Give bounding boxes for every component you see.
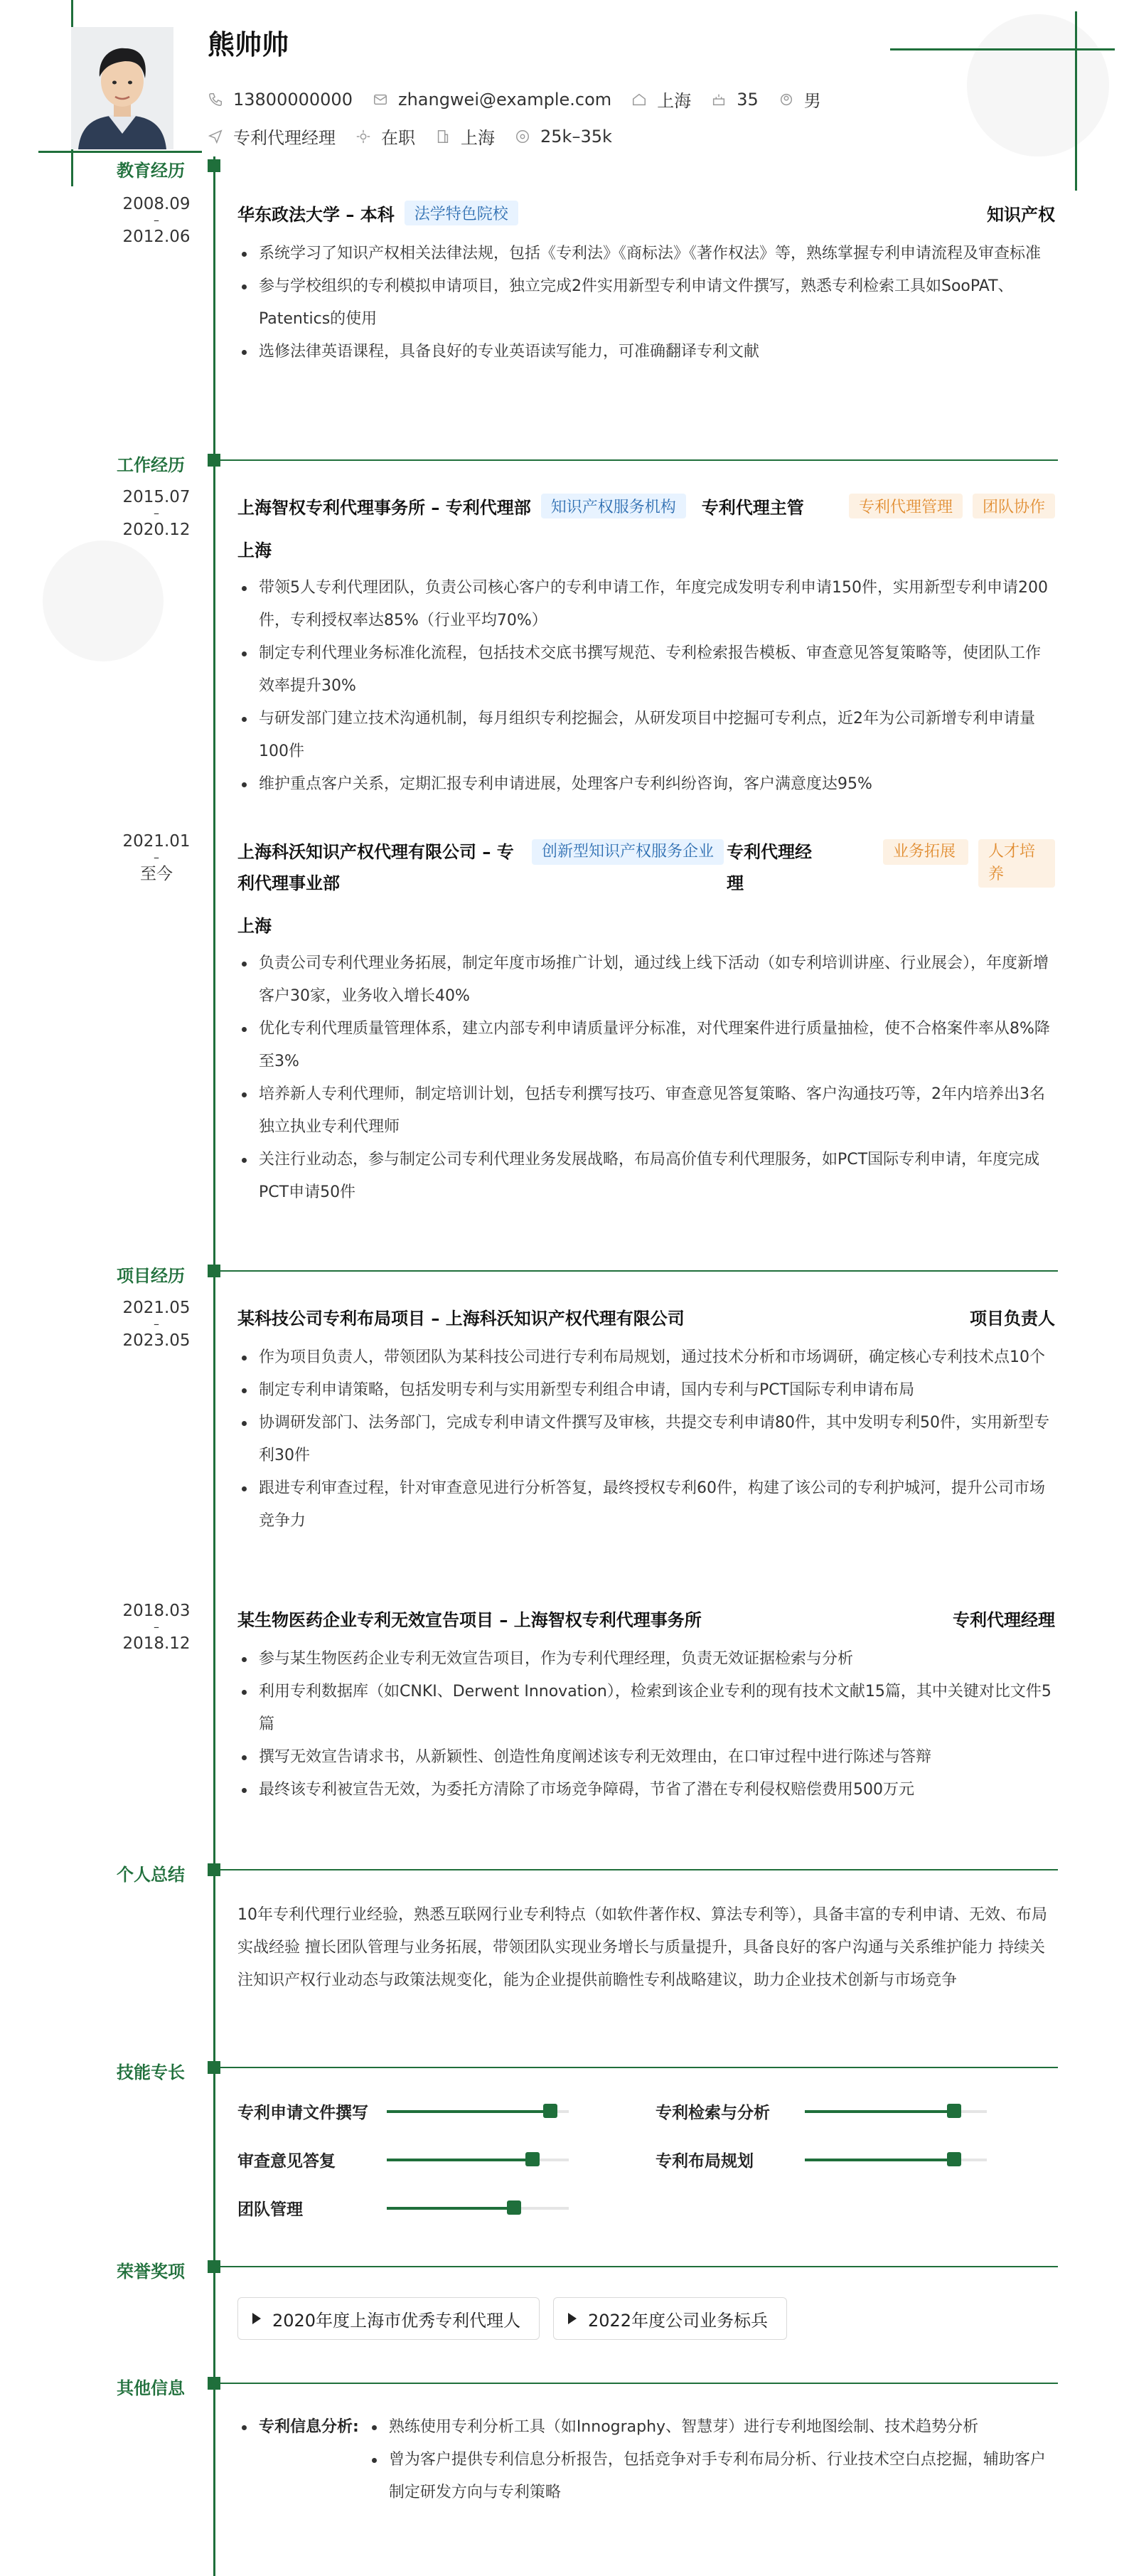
- date-range: 2021.05 – 2023.05: [100, 1297, 213, 1351]
- list-item: 作为项目负责人，带领团队为某科技公司进行专利布局规划，通过技术分析和市场调研，确定核心专利技术点10个: [237, 1341, 1055, 1374]
- section-divider: [213, 2383, 1058, 2384]
- target-city-text: 上海: [461, 128, 495, 148]
- date-end: 2018.12: [122, 1634, 191, 1653]
- skill-row: [237, 2148, 569, 2171]
- list-item: 系统学习了知识产权相关法律法规，包括《专利法》《商标法》《著作权法》等，熟练掌握专利申请流程及审查标准: [237, 238, 1055, 270]
- school-name: 华东政法大学 – 本科: [237, 205, 395, 225]
- award-text: 2020年度上海市优秀专利代理人: [272, 2310, 521, 2331]
- date-range: 2008.09 – 2012.06: [100, 193, 213, 248]
- list-item: 选修法律英语课程，具备良好的专业英语读写能力，可准确翻译专利文献: [237, 336, 1055, 368]
- company-name: 上海科沃知识产权代理有限公司 – 专利代理事业部: [237, 842, 514, 893]
- list-item: 最终该专利被宣告无效，为委托方清除了市场竞争障碍，节省了潜在专利侵权赔偿费用500万元: [237, 1774, 1055, 1806]
- list-item: 培养新人专利代理师，制定培训计划，包括专利撰写技巧、审查意见答复策略、客户沟通技巧等，2年内培养出3名独立执业专利代理师: [237, 1078, 1055, 1144]
- skill-name: 专利申请文件撰写: [237, 2104, 368, 2122]
- skill-bar: [805, 2159, 987, 2161]
- skill-tag: 专利代理管理: [849, 494, 963, 518]
- skill-name: 专利检索与分析: [656, 2104, 770, 2122]
- skill-name: 团队管理: [237, 2200, 303, 2219]
- play-icon: [252, 2313, 261, 2324]
- section-divider: [213, 2067, 1058, 2068]
- job-role: 专利代理主管: [701, 498, 804, 518]
- skill-knob: [507, 2200, 521, 2215]
- date-end: 2012.06: [122, 228, 191, 246]
- salary-text: 25k–35k: [540, 126, 612, 147]
- section-divider: [213, 2266, 1058, 2267]
- gender-item: [778, 87, 821, 112]
- section-title: 荣誉奖项: [117, 2262, 185, 2282]
- company-tag: 创新型知识产权服务企业: [532, 839, 724, 865]
- list-item: 曾为客户提供专利信息分析报告，包括竞争对手专利布局分析、行业技术空白点挖掘，辅助客户制定研发方向与专利策略: [368, 2444, 1055, 2509]
- home-icon: [631, 92, 647, 107]
- skill-knob: [947, 2104, 961, 2118]
- phone-text: 13800000000: [233, 89, 353, 110]
- list-item: 制定专利申请策略，包括发明专利与实用新型专利组合申请，国内专利与PCT国际专利申请布局: [237, 1374, 1055, 1407]
- project-title: 某科技公司专利布局项目 – 上海科沃知识产权代理有限公司: [237, 1309, 685, 1329]
- salary-item: [515, 127, 612, 147]
- skill-tag: 人才培养: [978, 839, 1055, 888]
- list-item: 关注行业动态，参与制定公司专利代理业务发展战略，布局高价值专利代理服务，如PCT国际专利申请，年度完成PCT申请50件: [237, 1144, 1055, 1209]
- skill-row: [656, 2148, 987, 2171]
- award-badge: [553, 2297, 787, 2340]
- other-info-list: [368, 2411, 1055, 2509]
- email-text: zhangwei@example.com: [397, 89, 612, 110]
- section-marker: [208, 159, 220, 172]
- list-item: 与研发部门建立技术沟通机制，每月组织专利挖掘会，从研发项目中挖掘可专利点，近2年为公司新增专利申请量100件: [237, 703, 1055, 768]
- company-tag: 知识产权服务机构: [541, 494, 686, 518]
- skill-bar: [805, 2110, 987, 2113]
- award-badge: [237, 2297, 540, 2340]
- contact-row: [208, 87, 841, 112]
- list-item: 协调研发部门、法务部门，完成专利申请文件撰写及审核，共提交专利申请80件，其中发明专利50件，实用新型专利30件: [237, 1407, 1055, 1472]
- work-entry-head: [237, 836, 1055, 899]
- gender-text: 男: [803, 91, 821, 111]
- date-start: 2018.03: [122, 1602, 191, 1620]
- age-icon: [711, 92, 727, 107]
- section-title: 其他信息: [117, 2378, 185, 2398]
- project-entry-head: [237, 1304, 1055, 1329]
- list-item: 利用专利数据库（如CNKI、Derwent Innovation），检索到该企业专利的现有技术文献15篇，其中关键对比文件5篇: [237, 1676, 1055, 1741]
- section-divider: [213, 1869, 1058, 1870]
- age-item: [711, 90, 759, 110]
- avatar: [71, 27, 173, 149]
- work-bullets: [237, 572, 1055, 801]
- skill-row: [237, 2099, 569, 2123]
- section-divider: [213, 459, 1058, 461]
- job-role: 专利代理经理: [727, 842, 812, 893]
- section-title: 工作经历: [117, 455, 185, 475]
- salary-icon: [515, 129, 530, 144]
- list-item: 负责公司专利代理业务拓展，制定年度市场推广计划，通过线上线下活动（如专利培训讲座、行业展会），年度新增客户30家，业务收入增长40%: [237, 947, 1055, 1013]
- skill-bar: [387, 2110, 569, 2113]
- skill-knob: [525, 2152, 540, 2166]
- skill-row: [656, 2099, 987, 2123]
- age-text: 35: [737, 89, 759, 110]
- send-icon: [208, 129, 223, 144]
- play-icon: [568, 2313, 577, 2324]
- phone-icon: [208, 92, 223, 107]
- phone-item: [208, 90, 353, 110]
- list-item: 优化专利代理质量管理体系，建立内部专利申请质量评分标准，对代理案件进行质量抽检，使不合格案件率从8%降至3%: [237, 1013, 1055, 1078]
- project-title: 某生物医药企业专利无效宣告项目 – 上海智权专利代理事务所: [237, 1610, 702, 1630]
- skill-bar: [387, 2207, 569, 2210]
- work-bullets: [237, 947, 1055, 1209]
- skill-name: 专利布局规划: [656, 2152, 754, 2171]
- date-range: 2021.01 – 至今: [100, 831, 213, 885]
- candidate-name: 熊帅帅: [208, 29, 289, 60]
- skill-row: [237, 2196, 569, 2220]
- date-end: 2023.05: [122, 1331, 191, 1350]
- project-bullets: [237, 1643, 1055, 1806]
- location-item: [631, 87, 691, 112]
- list-item: 熟练使用专利分析工具（如Innography、智慧芽）进行专利地图绘制、技术趋势分析: [368, 2411, 1055, 2444]
- status-icon: [355, 129, 371, 144]
- school-tag: 法学特色院校: [405, 201, 518, 225]
- date-start: 2021.01: [122, 832, 191, 851]
- major: 知识产权: [987, 205, 1055, 225]
- education-bullets: [237, 238, 1055, 368]
- decor-circle: [43, 541, 164, 661]
- work-city: 上海: [237, 916, 272, 936]
- building-icon: [435, 129, 451, 144]
- project-bullets: [237, 1341, 1055, 1538]
- date-range: 2015.07 – 2020.12: [100, 486, 213, 541]
- skill-tag: 团队协作: [973, 494, 1055, 518]
- date-start: 2008.09: [122, 195, 191, 213]
- status-item: [355, 124, 415, 149]
- list-item: 带领5人专利代理团队，负责公司核心客户的专利申请工作，年度完成发明专利申请150件，实用新型专利申请200件，专利授权率达85%（行业平均70%）: [237, 572, 1055, 637]
- resume-header: [0, 0, 1129, 171]
- other-info: [237, 2411, 1055, 2509]
- list-item: 参与某生物医药企业专利无效宣告项目，作为专利代理经理，负责无效证据检索与分析: [237, 1643, 1055, 1676]
- job-intent-row: [208, 124, 632, 149]
- status-text: 在职: [381, 128, 415, 148]
- section-title: 项目经历: [117, 1266, 185, 1286]
- gender-icon: [778, 92, 794, 107]
- education-entry-head: [237, 201, 1055, 225]
- list-item: 制定专利代理业务标准化流程，包括技术交底书撰写规范、专利检索报告模板、审查意见答复策略等，使团队工作效率提升30%: [237, 637, 1055, 703]
- summary-text: 10年专利代理行业经验，熟悉互联网行业专利特点（如软件著作权、算法专利等），具备丰富的专利申请、无效、布局实战经验 擅长团队管理与业务拓展，带领团队实现业务增长与质量提升，具备良好的客户沟通与关系维护能力 持续关注知识产权行业动态与政策法规变化，能为企业提供前瞻性专利战略建议，助力企业技术创新与市场竞争: [237, 1906, 1047, 1989]
- skill-knob: [947, 2152, 961, 2166]
- timeline-line: [213, 156, 215, 2576]
- date-start: 2021.05: [122, 1299, 191, 1317]
- list-item: 撰写无效宣告请求书，从新颖性、创造性角度阐述该专利无效理由，在口审过程中进行陈述与答辩: [237, 1741, 1055, 1774]
- mail-icon: [373, 92, 388, 107]
- skill-tag: 业务拓展: [883, 839, 968, 865]
- project-role: 项目负责人: [970, 1309, 1055, 1329]
- skill-bar: [387, 2159, 569, 2161]
- other-info-key: 专利信息分析:: [237, 2411, 359, 2509]
- target-city-item: [435, 124, 495, 149]
- list-item: 参与学校组织的专利模拟申请项目，独立完成2件实用新型专利申请文件撰写，熟悉专利检索工具如SooPAT、Patentics的使用: [237, 270, 1055, 336]
- section-title: 技能专长: [117, 2063, 185, 2082]
- date-end: 至今: [140, 865, 173, 883]
- date-start: 2015.07: [122, 488, 191, 506]
- date-end: 2020.12: [122, 521, 191, 539]
- skill-knob: [543, 2104, 557, 2118]
- date-range: 2018.03 – 2018.12: [100, 1600, 213, 1654]
- award-text: 2022年度公司业务标兵: [588, 2310, 769, 2331]
- company-name: 上海智权专利代理事务所 – 专利代理部: [237, 498, 531, 518]
- list-item: 维护重点客户关系，定期汇报专利申请进展，处理客户专利纠纷咨询，客户满意度达95%: [237, 768, 1055, 801]
- skill-name: 审查意见答复: [237, 2152, 336, 2171]
- location-text: 上海: [657, 91, 692, 111]
- section-title: 教育经历: [117, 161, 185, 181]
- email-item: [373, 90, 611, 110]
- job-target-text: 专利代理经理: [233, 128, 336, 148]
- job-target-item: [208, 124, 336, 149]
- work-city: 上海: [237, 541, 272, 560]
- project-role: 专利代理经理: [953, 1610, 1055, 1630]
- section-divider: [213, 1270, 1058, 1272]
- project-entry-head: [237, 1606, 1055, 1631]
- section-title: 个人总结: [117, 1865, 185, 1885]
- work-entry-head: [237, 494, 1055, 518]
- list-item: 跟进专利审查过程，针对审查意见进行分析答复，最终授权专利60件，构建了该公司的专利护城河，提升公司市场竞争力: [237, 1472, 1055, 1538]
